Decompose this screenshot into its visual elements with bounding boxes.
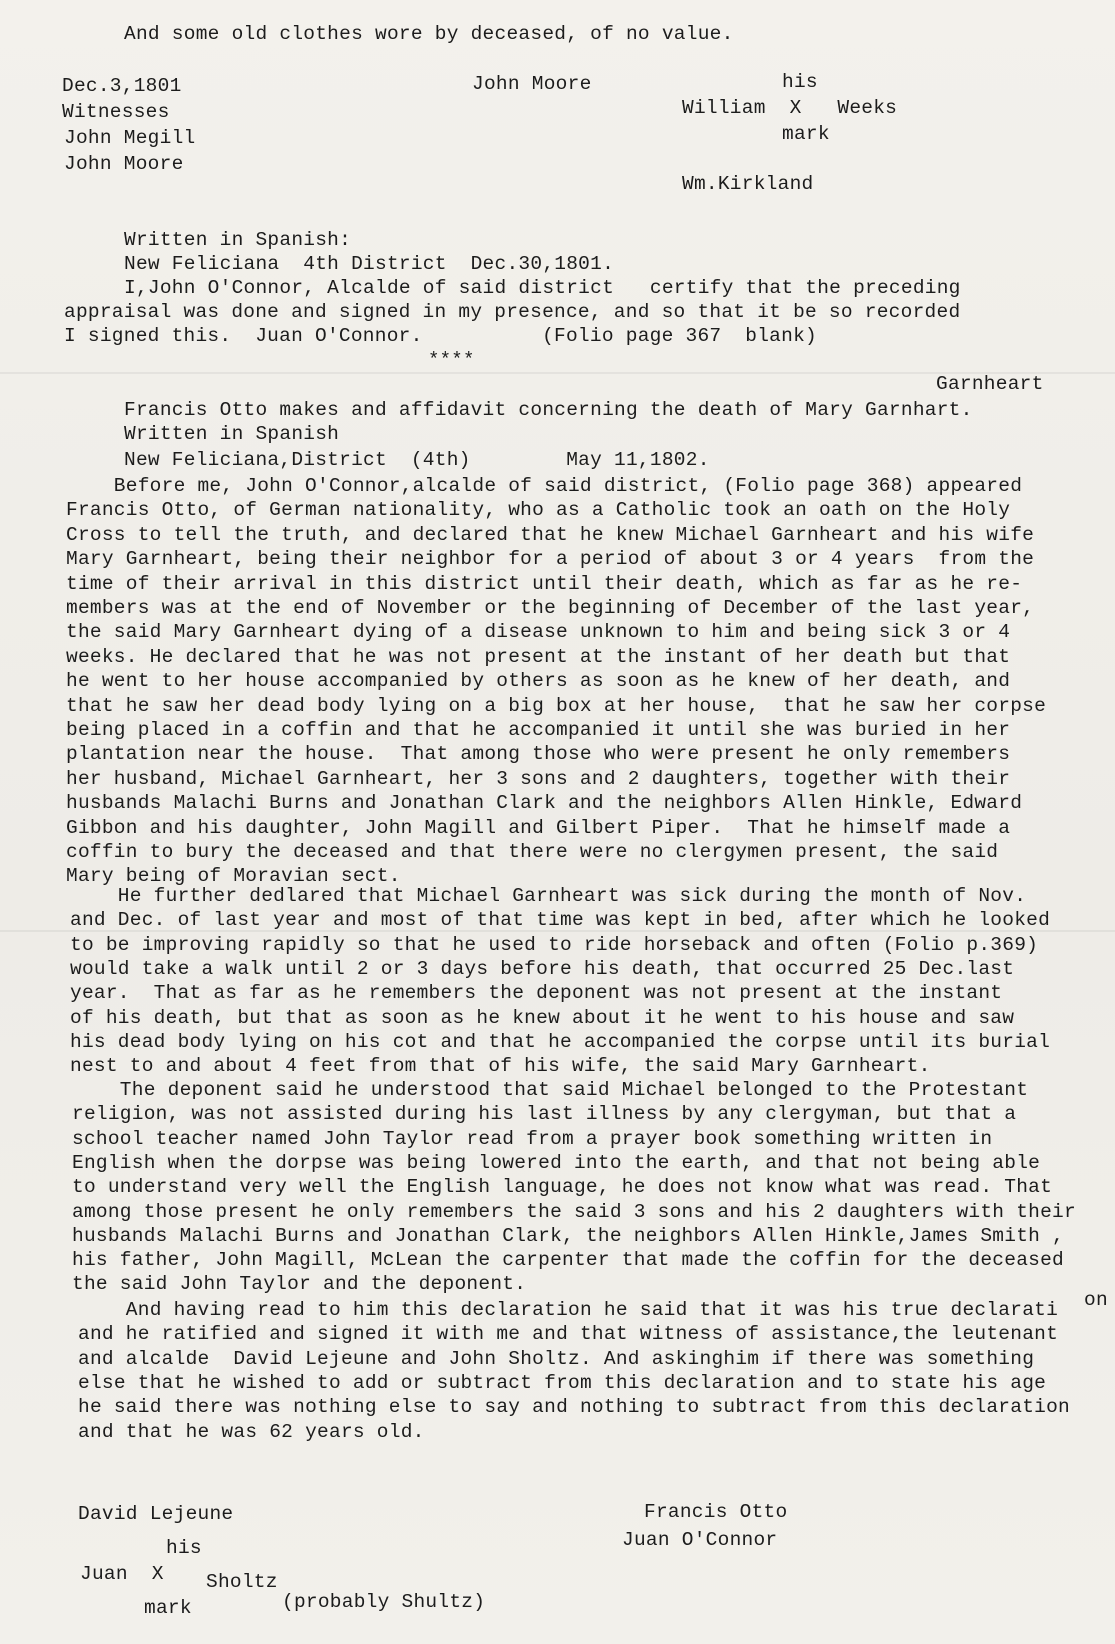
body-line: the said John Taylor and the deponent.: [72, 1273, 527, 1295]
body-line: and that he was 62 years old.: [78, 1421, 425, 1443]
body-line: her husband, Michael Garnheart, her 3 sons and 2 daughters, together with their: [66, 768, 1011, 790]
signature-william-weeks: William X Weeks: [682, 97, 898, 119]
margin-name-garnheart: Garnheart: [936, 373, 1044, 395]
body-line: And having read to him this declaration he said that it was his true declarati: [78, 1299, 1059, 1321]
body-line: the said Mary Garnheart dying of a disease unknown to him and being sick 3 or 4: [66, 621, 1011, 643]
body-line: of his death, but that as soon as he knew about it he went to his house and saw: [70, 1007, 1015, 1029]
signature-date: Dec.3,1801: [62, 75, 182, 97]
spanish-note-line1: Written in Spanish:: [124, 229, 352, 251]
body-line: weeks. He declared that he was not present at the instant of her death but that: [66, 646, 1011, 668]
spanish-note-line5: I signed this. Juan O'Connor. (Folio page 367 blank): [64, 325, 817, 347]
body-line: husbands Malachi Burns and Jonathan Clark, the neighbors Allen Hinkle,James Smith ,: [72, 1225, 1065, 1247]
signature-mark: mark: [782, 123, 830, 145]
body-line: coffin to bury the deceased and that there were no clergymen present, the said: [66, 841, 999, 863]
margin-on: on: [1084, 1289, 1108, 1311]
body-line: Francis Otto, of German nationality, who as a Catholic took an oath on the Holy: [66, 499, 1011, 521]
body-line: religion, was not assisted during his last illness by any clergyman, but that a: [72, 1103, 1017, 1125]
affidavit-written-in: Written in Spanish: [124, 423, 340, 445]
body-line: time of their arrival in this district until their death, which as far as he re-: [66, 573, 1023, 595]
signature-note: (probably Shultz): [282, 1591, 486, 1613]
body-line: English when the dorpse was being lowered into the earth, and that not being able: [72, 1152, 1041, 1174]
signature-john-moore: John Moore: [472, 73, 592, 95]
body-line: plantation near the house. That among those who were present he only remembers: [66, 743, 1011, 765]
spanish-note-line3: I,John O'Connor, Alcalde of said district certify that the preceding: [124, 277, 961, 299]
witness-john-moore: John Moore: [64, 153, 184, 175]
body-line: he went to her house accompanied by others as soon as he knew of her death, and: [66, 670, 1011, 692]
section-separator: ****: [428, 349, 475, 371]
body-line: and he ratified and signed it with me and that witness of assistance,the leutenant: [78, 1323, 1059, 1345]
body-line: Gibbon and his daughter, John Magill and Gilbert Piper. That he himself made a: [66, 817, 1011, 839]
signature-mark-2: mark: [144, 1597, 192, 1619]
affidavit-title: Francis Otto makes and affidavit concerning the death of Mary Garnhart.: [124, 399, 973, 421]
body-line: he said there was nothing else to say and nothing to subtract from this declaration: [78, 1396, 1071, 1418]
signature-his: his: [782, 71, 818, 93]
signature-francis-otto: Francis Otto: [644, 1501, 788, 1523]
signature-kirkland: Wm.Kirkland: [682, 173, 814, 195]
body-line: Mary Garnheart, being their neighbor for a period of about 3 or 4 years from the: [66, 548, 1035, 570]
affidavit-place-date: New Feliciana,District (4th) May 11,1802.: [124, 449, 710, 471]
body-line: and alcalde David Lejeune and John Sholtz. And askinghim if there was something: [78, 1348, 1035, 1370]
spanish-note-line4: appraisal was done and signed in my presence, and so that it be so recorded: [64, 301, 961, 323]
signature-juan-x: Juan X: [80, 1563, 164, 1585]
witness-john-megill: John Megill: [64, 127, 196, 149]
signature-sholtz: Sholtz: [206, 1571, 278, 1593]
body-line: members was at the end of November or the beginning of December of the last year,: [66, 597, 1035, 619]
body-line: year. That as far as he remembers the deponent was not present at the instant: [70, 982, 1003, 1004]
body-line: his father, John Magill, McLean the carpenter that made the coffin for the deceased: [72, 1249, 1065, 1271]
signature-his-2: his: [166, 1537, 202, 1559]
body-line: his dead body lying on his cot and that he accompanied the corpse until its burial: [70, 1031, 1051, 1053]
body-line: The deponent said he understood that said Michael belonged to the Protestant: [72, 1079, 1029, 1101]
body-line: among those present he only remembers the said 3 sons and his 2 daughters with their: [72, 1201, 1076, 1223]
witnesses-label: Witnesses: [62, 101, 170, 123]
signature-juan-oconnor: Juan O'Connor: [622, 1529, 778, 1551]
body-line: to be improving rapidly so that he used to ride horseback and often (Folio p.369): [70, 934, 1039, 956]
top-line: And some old clothes wore by deceased, of no value.: [124, 23, 734, 45]
body-line: being placed in a coffin and that he accompanied it until she was buried in her: [66, 719, 1011, 741]
body-line: that he saw her dead body lying on a big box at her house, that he saw her corpse: [66, 695, 1047, 717]
body-line: would take a walk until 2 or 3 days before his death, that occurred 25 Dec.last: [70, 958, 1015, 980]
spanish-note-line2: New Feliciana 4th District Dec.30,1801.: [124, 253, 615, 275]
body-line: school teacher named John Taylor read from a prayer book something written in: [72, 1128, 993, 1150]
body-line: Mary being of Moravian sect.: [66, 865, 401, 887]
body-line: and Dec. of last year and most of that time was kept in bed, after which he looked: [70, 909, 1051, 931]
body-line: else that he wished to add or subtract from this declaration and to state his age: [78, 1372, 1047, 1394]
body-line: husbands Malachi Burns and Jonathan Clark and the neighbors Allen Hinkle, Edward: [66, 792, 1023, 814]
body-line: Before me, John O'Connor,alcalde of said district, (Folio page 368) appeared: [66, 475, 1023, 497]
body-line: to understand very well the English language, he does not know what was read. That: [72, 1176, 1053, 1198]
signature-david-lejeune: David Lejeune: [78, 1503, 234, 1525]
body-line: nest to and about 4 feet from that of his wife, the said Mary Garnheart.: [70, 1055, 931, 1077]
body-line: He further dedlared that Michael Garnheart was sick during the month of Nov.: [70, 885, 1027, 907]
body-line: Cross to tell the truth, and declared that he knew Michael Garnheart and his wife: [66, 524, 1035, 546]
